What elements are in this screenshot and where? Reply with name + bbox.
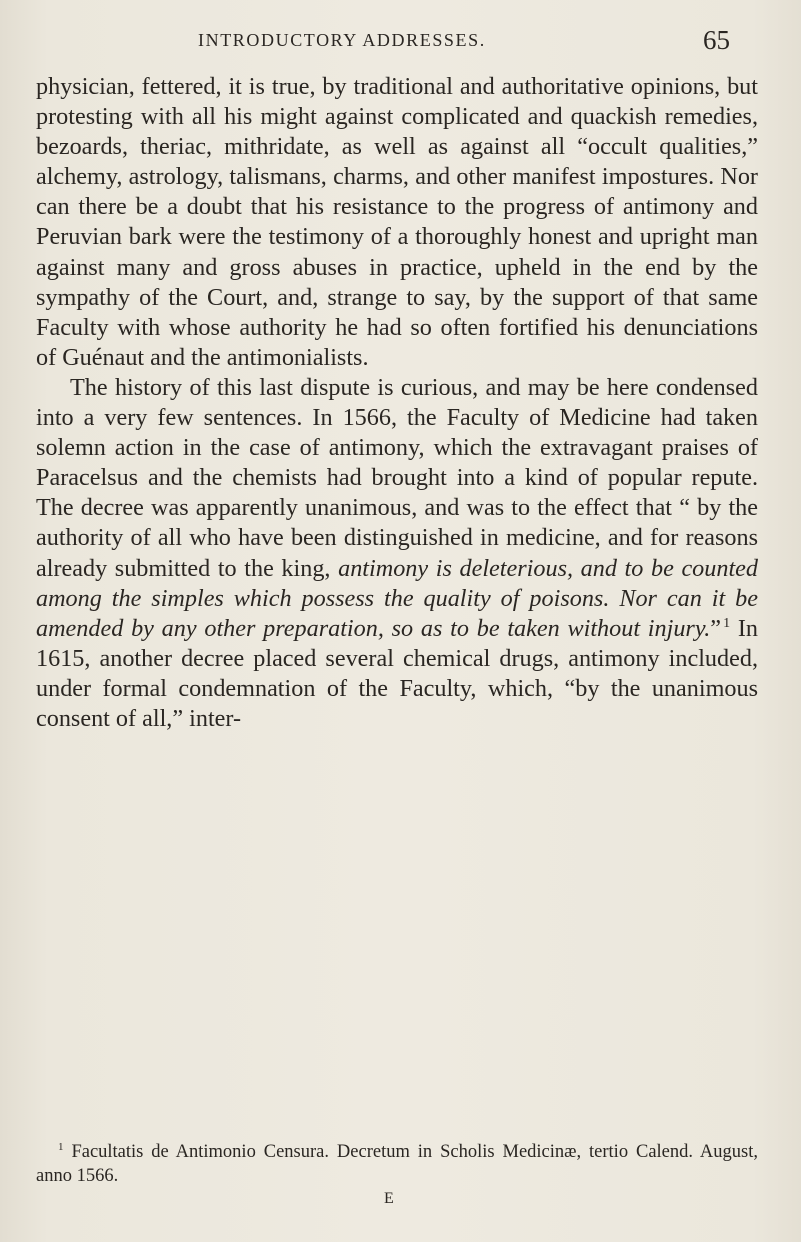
footnote [36,1140,758,1188]
signature-mark: E [384,1190,395,1207]
running-head: INTRODUCTORY ADDRESSES. [198,30,486,50]
closing-quote: ” [710,614,722,642]
footnote-reference[interactable]: 1 [723,615,731,631]
footnote-text: Facultatis de Antimonio Censura. Decretum in Scholis Medicinæ, tertio Calend. August, anno 1566. [36,1142,758,1186]
paragraph-2-italic-quote: antimony is deleterious, and to be counted among the simples which possess the quality of poisons. Nor can it be amended by any other preparation, so as to be taken without injury. [36,554,759,642]
paragraph-2-intro: The history of this last dispute is curious, and may be here condensed into a very few sentences. In 1566, the Faculty of Medicine had taken solemn action in the case of antimony, which the extravagant praises of Paracelsus and the chemists had brought into a kind of popular repute. The decree was apparently unanimous, and was to the effect that “ by the authority of all who have been distinguished in medicine, and for reasons already submitted to the king, [36,373,758,582]
page-header [100,25,730,64]
body-text [36,72,758,734]
page-number: 65 [703,25,730,55]
footnote-mark: 1 [58,1141,64,1153]
paragraph-2 [36,373,758,734]
paragraph-2-rest: In 1615, another decree placed several chemical drugs, antimony included, under formal condemnation of the Faculty, which, “by the unanimous consent of all,” inter- [36,614,758,732]
paragraph-1: physician, fettered, it is true, by traditional and authoritative opinions, but protesting with all his might against complicated and quackish remedies, bezoards, theriac, mithridate, as well as against all “occult qualities,” alchemy, astrology, talismans, charms, and other manifest impostures. Nor can there be a doubt that his resistance to the progress of antimony and Peruvian bark were the testimony of a thoroughly honest and upright man against many and gross abuses in practice, upheld in the end by the sympathy of the Court, and, strange to say, by the support of that same Faculty with whose authority he had so often fortified his denunciations of Guénaut and the antimonialists. [36,73,758,371]
